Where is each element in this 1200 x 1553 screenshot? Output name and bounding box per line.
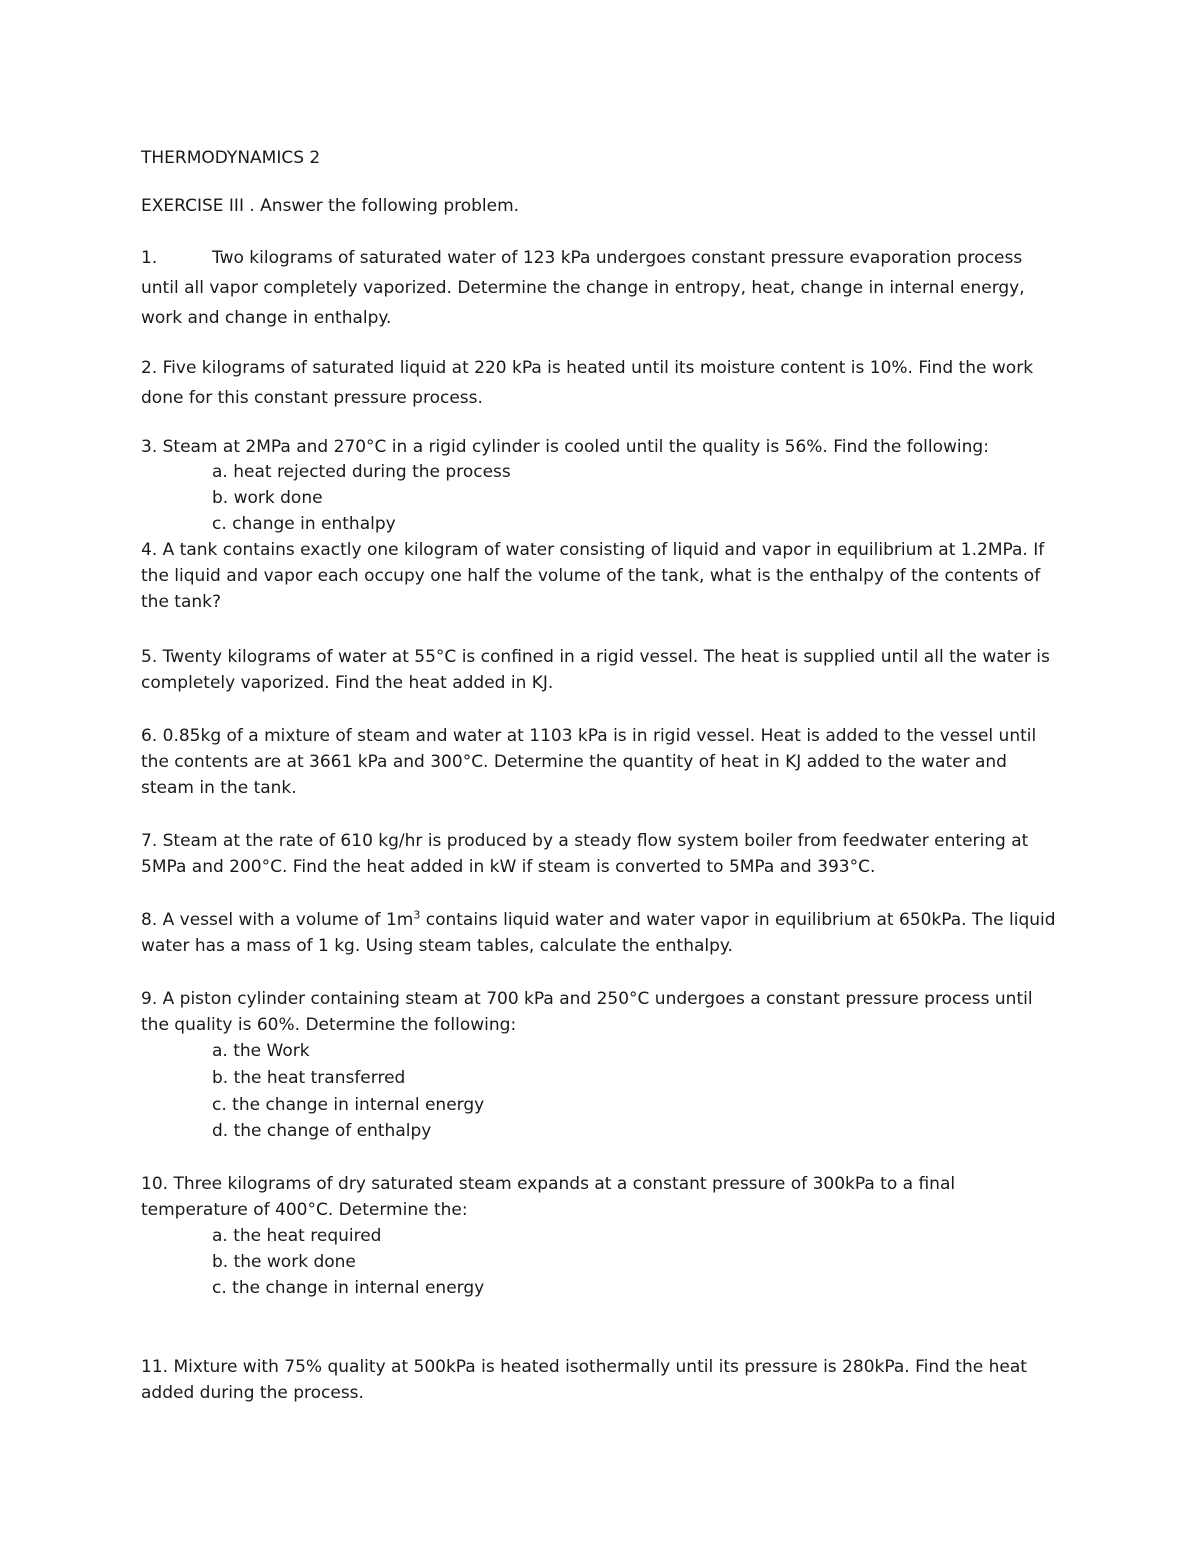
problem-1-text: Two kilograms of saturated water of 123 kPa undergoes constant pressure evaporation process until all vapor completely vaporized. Determine the change in entropy, heat, change in internal energy, work and change in enthalpy. [141, 248, 1025, 328]
problem-7: 7. Steam at the rate of 610 kg/hr is produced by a steady flow system boiler from feedwater entering at 5MPa and 200°C. Find the heat added in kW if steam is converted to 5MPa and 393°C. [141, 831, 1029, 877]
problem-6: 6. 0.85kg of a mixture of steam and water at 1103 kPa is in rigid vessel. Heat is added to the vessel until the contents are at 3661 kPa and 300°C. Determine the quantity of heat in KJ added to the water and steam in the tank. [141, 726, 1037, 798]
problem-8-text-end: contains liquid water and water vapor in equilibrium at 650kPa. The liquid water has a mass of 1 kg. Using steam tables, calculate the enthalpy. [141, 910, 1056, 956]
problem-2: 2. Five kilograms of saturated liquid at 220 kPa is heated until its moisture content is 10%. Find the work done for this constant pressure process. [141, 358, 1034, 408]
problem-9-item-a: a. the Work [212, 1041, 310, 1061]
problem-10: 10. Three kilograms of dry saturated steam expands at a constant pressure of 300kPa to a final temperature of 400°C. Determine the: [141, 1174, 956, 1220]
problem-9-item-b: b. the heat transferred [212, 1068, 406, 1088]
problem-9-item-c: c. the change in internal energy [212, 1095, 485, 1115]
problem-5: 5. Twenty kilograms of water at 55°C is confined in a rigid vessel. The heat is supplied until all the water is completely vaporized. Find the heat added in KJ. [141, 647, 1050, 693]
problem-10-item-c: c. the change in internal energy [212, 1278, 485, 1298]
problem-10-item-a: a. the heat required [212, 1226, 382, 1246]
problem-4: 4. A tank contains exactly one kilogram of water consisting of liquid and vapor in equilibrium at 1.2MPa. If the liquid and vapor each occupy one half the volume of the tank, what is the enthalpy of the contents of the tank? [141, 540, 1045, 612]
cubic-superscript: 3 [413, 908, 421, 922]
problem-3-item-a: a. heat rejected during the process [212, 462, 511, 482]
problem-10-item-b: b. the work done [212, 1252, 356, 1272]
problem-3-item-c: c. change in enthalpy [212, 514, 396, 534]
problem-3: 3. Steam at 2MPa and 270°C in a rigid cylinder is cooled until the quality is 56%. Find the following: [141, 437, 989, 457]
exercise-instruction: EXERCISE III . Answer the following problem. [141, 196, 520, 216]
problem-1-number: 1. [141, 248, 158, 268]
problem-8-text-start: 8. A vessel with a volume of 1m [141, 910, 414, 930]
problem-1 [141, 243, 1061, 333]
problem-9: 9. A piston cylinder containing steam at 700 kPa and 250°C undergoes a constant pressure process until the quality is 60%. Determine the following: [141, 989, 1033, 1035]
problem-9-item-d: d. the change of enthalpy [212, 1121, 432, 1141]
problem-3-item-b: b. work done [212, 488, 323, 508]
problem-8 [141, 907, 1061, 959]
document-heading: THERMODYNAMICS 2 [141, 148, 321, 168]
problem-11: 11. Mixture with 75% quality at 500kPa is heated isothermally until its pressure is 280kPa. Find the heat added during the process. [141, 1357, 1027, 1403]
